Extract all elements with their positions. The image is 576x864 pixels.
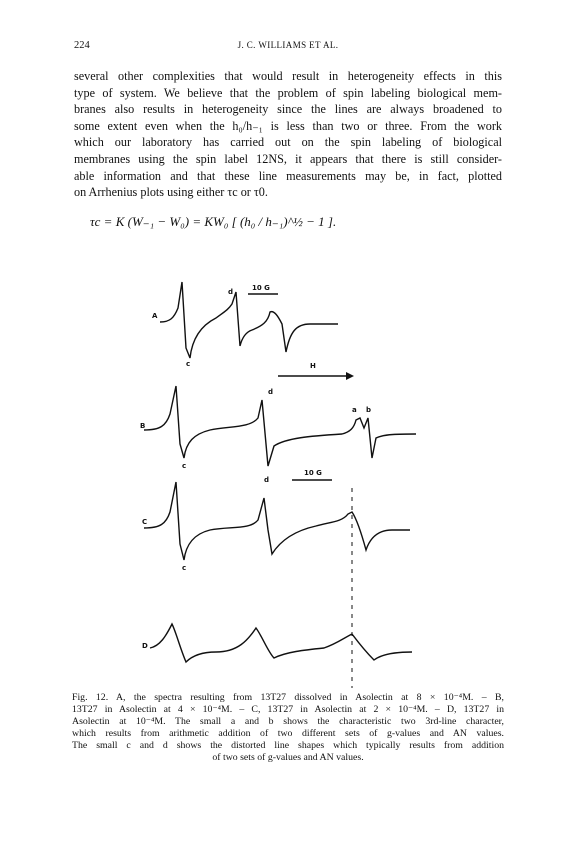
spectrum-b-trace [144,386,416,466]
field-arrow-label: H [310,362,316,370]
body-line: some extent even when the h₀/h₋₁ is less than two or three. From the work [74,118,502,133]
body-line: several other complexities that would result in heterogeneity effects in this [74,69,502,83]
spectrum-label-c: C [142,518,148,526]
page-number: 224 [74,40,90,51]
body-paragraph [74,68,502,201]
figure-epr-spectra [120,268,420,688]
spectrum-label-b: B [140,422,146,430]
figure-svg [120,268,420,688]
figure-caption [72,692,504,764]
caption-line: 13T27 in Asolectin at 4 × 10⁻⁴M. – C, 13T27 in Asolectin at 2 × 10⁻⁴M. – D, 13T27 in [72,704,504,715]
caption-line: of two sets of g-values and AN values. [212,752,364,763]
annotation-d: d [264,476,270,484]
spectrum-label-d: D [142,642,148,650]
annotation-d: d [268,388,274,396]
body-line: type of system. We believe that the problem of spin labeling biological mem- [74,85,502,100]
caption-line: Fig. 12. A, the spectra resulting from 13T27 dissolved in Asolectin at 8 × 10⁻⁴M. – B, [72,692,504,703]
caption-line: Asolectin at 10⁻⁴M. The small a and b shows the characteristic two 3rd-line character, [72,716,504,727]
scale-label-middle: 10 G [304,469,322,477]
body-line: which our laboratory has carried out on the spin labeling of biological [74,135,502,150]
annotation-b: b [366,406,372,414]
body-line: able information and that these line measurements may be, in fact, plotted [74,168,502,183]
annotation-c: c [182,564,187,572]
spectrum-c-trace [144,482,410,560]
caption-line: which results from arithmetic addition of two different sets of g-values and AN values. [72,728,504,739]
body-line: on Arrhenius plots using either τc or τ0. [74,185,268,200]
annotation-d: d [228,288,234,296]
body-line: branes also results in heterogeneity since the lines are always broadened to [74,102,502,117]
running-head: J. C. WILLIAMS ET AL. [237,40,339,50]
scale-label-top: 10 G [252,284,270,292]
spectrum-d-trace [150,624,412,662]
annotation-a: a [352,406,357,414]
annotation-c: c [182,462,187,470]
spectrum-label-a: A [152,312,158,320]
page-header [74,40,502,54]
annotation-c: c [186,360,191,368]
caption-line: The small c and d shows the distorted line shapes which typically results from addition [72,740,504,751]
field-arrow-head [346,372,354,380]
body-line: membranes using the spin label 12NS, it appears that there is still consider- [74,151,502,166]
equation: τc = K (W₋₁ − W₀) = KW₀ [ (h₀ / h₋₁)^½ − 1 ]. [90,214,337,229]
